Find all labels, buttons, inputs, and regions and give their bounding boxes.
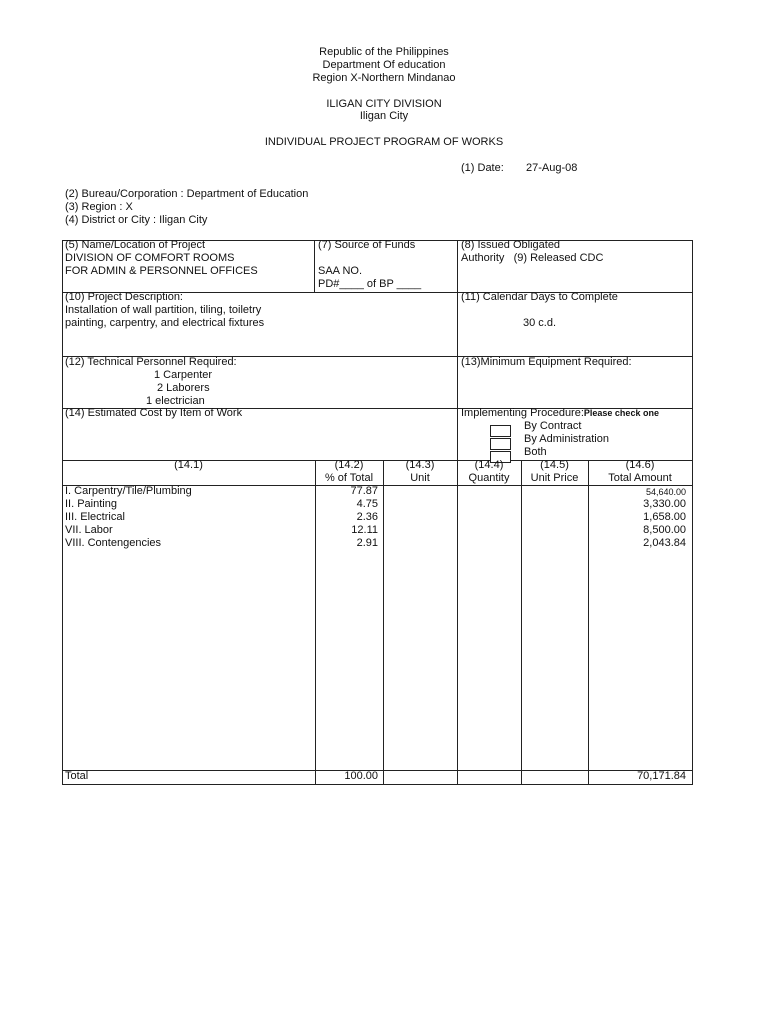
implementing-procedure-text: Implementing Procedure: (461, 407, 584, 419)
header-14-1-code: (14.1) (174, 459, 203, 471)
issued-obligated-label: (8) Issued Obligated (461, 239, 561, 251)
project-name-line1: DIVISION OF COMFORT ROOMS (65, 252, 235, 264)
row-amount: 54,640.00 (645, 487, 686, 497)
row-item: VII. Labor (65, 524, 113, 536)
by-administration-checkbox[interactable] (490, 438, 511, 450)
calendar-days-label: (11) Calendar Days to Complete (461, 291, 618, 303)
implementing-procedure-label (461, 407, 659, 420)
header-total-amount: Total Amount (608, 472, 672, 484)
header-14-4-code: (14.4) (474, 459, 504, 471)
header-city: Iligan City (359, 110, 409, 122)
row-item: III. Electrical (65, 511, 125, 523)
project-name-label: (5) Name/Location of Project (65, 239, 206, 251)
row-percent: 4.75 (356, 498, 378, 510)
header-unit-price: Unit Price (530, 472, 579, 484)
saa-number: SAA NO. (318, 265, 363, 277)
row-percent: 12.11 (351, 524, 378, 536)
personnel-carpenter: 1 Carpenter (154, 369, 213, 381)
header-14-6-code: (14.6) (625, 459, 655, 471)
row-percent: 2.36 (356, 511, 378, 523)
pd-number: PD#____ of BP ____ (318, 278, 422, 290)
row-amount: 1,658.00 (643, 511, 686, 523)
total-label: Total (65, 770, 89, 782)
technical-personnel-label: (12) Technical Personnel Required: (65, 356, 237, 368)
minimum-equipment-label: (13)Minimum Equipment Required: (461, 356, 632, 368)
row-item: VIII. Contengencies (65, 537, 162, 549)
please-check-one-note: Please check one (583, 408, 659, 418)
row-amount: 8,500.00 (643, 524, 686, 536)
row-percent: 77.87 (350, 485, 378, 497)
authority-released-label: Authority (9) Released CDC (461, 252, 604, 264)
header-14-3-code: (14.3) (405, 459, 435, 471)
project-description-line2: painting, carpentry, and electrical fixtures (65, 317, 265, 329)
total-amount: 70,171.84 (637, 770, 686, 782)
date-value: 27-Aug-08 (526, 162, 578, 174)
row-amount: 3,330.00 (643, 498, 686, 510)
by-contract-checkbox[interactable] (490, 425, 511, 437)
project-description-label: (10) Project Description: (65, 291, 183, 303)
estimated-cost-label: (14) Estimated Cost by Item of Work (65, 407, 243, 419)
row-item: I. Carpentry/Tile/Plumbing (65, 485, 192, 497)
total-percent: 100.00 (344, 770, 378, 782)
project-description-line1: Installation of wall partition, tiling, toiletry (65, 304, 262, 316)
district-line: (4) District or City : Iligan City (65, 214, 208, 226)
header-unit: Unit (410, 472, 430, 484)
bureau-line: (2) Bureau/Corporation : Department of Education (65, 188, 309, 200)
header-percent-total: % of Total (324, 472, 374, 484)
page-title: INDIVIDUAL PROJECT PROGRAM OF WORKS (264, 136, 504, 148)
header-division: ILIGAN CITY DIVISION (326, 98, 442, 110)
personnel-laborers: 2 Laborers (157, 382, 210, 394)
project-name-line2: FOR ADMIN & PERSONNEL OFFICES (65, 265, 258, 277)
source-of-funds-label: (7) Source of Funds (318, 239, 416, 251)
header-14-5-code: (14.5) (540, 459, 569, 471)
by-administration-label: By Administration (524, 433, 609, 445)
header-quantity: Quantity (468, 472, 510, 484)
date-label: (1) Date: (461, 162, 504, 174)
row-amount: 2,043.84 (643, 537, 686, 549)
personnel-electrician: 1 electrician (146, 395, 205, 407)
both-label: Both (524, 446, 547, 458)
region-line: (3) Region : X (65, 201, 133, 213)
row-item: II. Painting (65, 498, 117, 510)
calendar-days-value: 30 c.d. (523, 317, 557, 329)
row-percent: 2.91 (356, 537, 378, 549)
by-contract-label: By Contract (524, 420, 582, 432)
header-republic: Republic of the Philippines (319, 46, 449, 58)
header-14-2-code: (14.2) (334, 459, 364, 471)
header-department: Department Of education (322, 59, 446, 71)
header-region: Region X-Northern Mindanao (312, 72, 456, 84)
